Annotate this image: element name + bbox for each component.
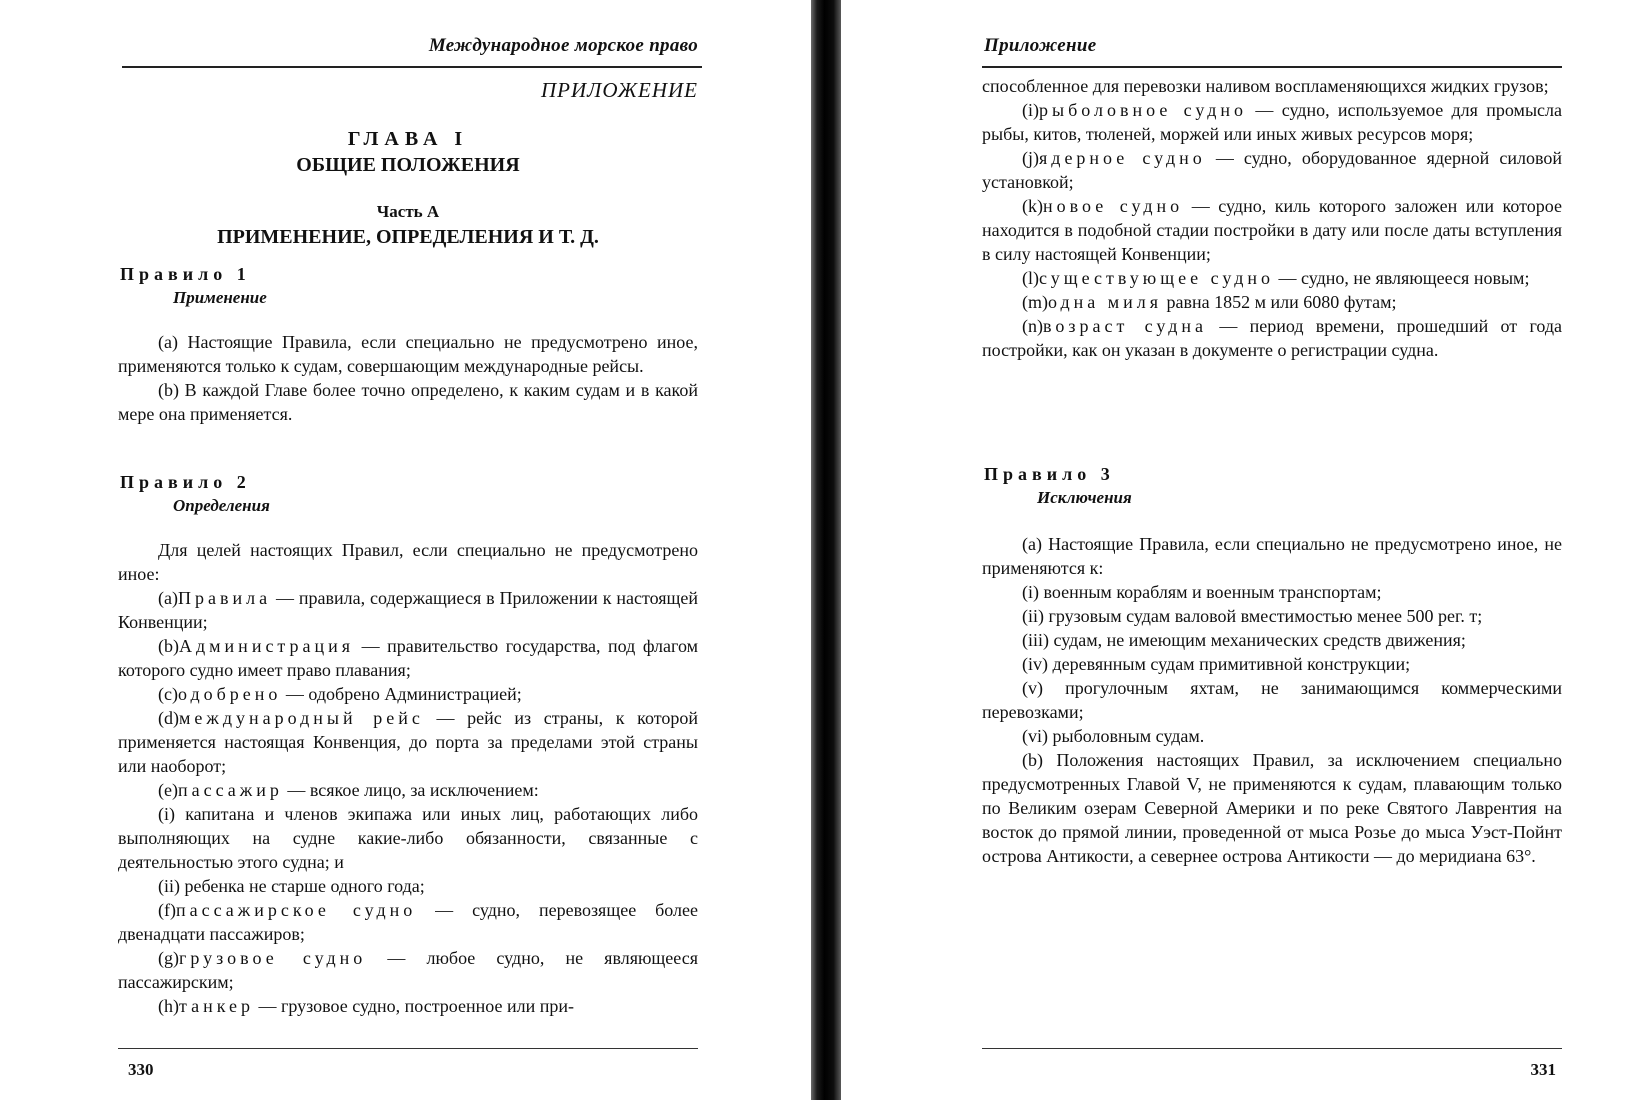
definition-e: (е)пассажир — всякое лицо, за исключением: <box>158 780 539 800</box>
definition-e-i: (i) капитана и членов экипажа или иных лиц, работающих либо выполняющих на судне какие-либо обязанности, связанные с деятельностью этого судна; и <box>118 804 698 872</box>
rule-3-subtitle: Исключения <box>1037 488 1132 507</box>
definition-b: (b)Администрация — правительство государства, под флагом которого судно имеет право плавания; <box>118 636 698 680</box>
rule-2-subtitle: Определения <box>173 496 270 515</box>
definition-f: (f)пассажирское судно — судно, перевозящее более двенадцати пассажиров; <box>118 900 698 944</box>
running-head: Международное морское право <box>428 35 698 56</box>
definition-h: (h)танкер — грузовое судно, построенное или при- <box>158 996 574 1016</box>
rule-3-body <box>982 532 1562 868</box>
exclusion-v: (v) прогулочным яхтам, не занимающимся коммерческими перевозками; <box>982 678 1562 722</box>
rule-1-para-b: (b) В каждой Главе более точно определено, к каким судам и в какой мере она применяется. <box>118 380 698 424</box>
chapter-number: ГЛАВА I <box>347 128 469 150</box>
appendix-title: ПРИЛОЖЕНИЕ <box>541 78 698 102</box>
definition-i: (i)рыболовное судно — судно, используемое для промысла рыбы, китов, тюленей, моржей или иных живых ресурсов моря; <box>982 100 1562 144</box>
right-page <box>982 0 1562 1100</box>
rule-1-para-a: (а) Настоящие Правила, если специально не предусмотрено иное, применяются только к судам, совершающим международные рейсы. <box>118 332 698 376</box>
rule-1-subtitle: Применение <box>173 288 267 307</box>
rule-3-para-b: (b) Положения настоящих Правил, за исключением специально предусмотренных Главой V, не применяются к судам, плавающим только по Великим озерам Северной Америки и по реке Святого Лаврентия на восток до прямой линии, проведенной от мыса Розье до мыса Уэст-Пойнт острова Антикости, а севернее острова Антикости — до меридиана 63°. <box>982 750 1562 866</box>
exclusion-iii: (iii) судам, не имеющим механических средств движения; <box>1022 630 1466 650</box>
definition-a: (а)Правила — правила, содержащиеся в Приложении к настоящей Конвенции; <box>118 588 698 632</box>
definition-n: (n)возраст судна — период времени, прошедший от года постройки, как он указан в документе о регистрации судна. <box>982 316 1563 360</box>
page-number: 331 <box>1530 1060 1556 1079</box>
part-title: ПРИМЕНЕНИЕ, ОПРЕДЕЛЕНИЯ И Т. Д. <box>217 226 599 248</box>
running-head: Приложение <box>984 35 1097 56</box>
rule-2-body <box>118 538 698 1018</box>
rule-3-para-a: (а) Настоящие Правила, если специально не предусмотрено иное, не применяются к: <box>982 534 1562 578</box>
rule-2-heading: Правило 2 <box>120 472 251 492</box>
definition-g: (g)грузовое судно — любое судно, не являющееся пассажирским; <box>118 948 698 992</box>
book-spine <box>811 0 841 1100</box>
definition-l: (l)существующее судно — судно, не являющееся новым; <box>1022 268 1530 288</box>
header-rule <box>982 66 1562 68</box>
rule-1-heading: Правило 1 <box>120 264 251 284</box>
exclusion-i: (i) военным кораблям и военным транспортам; <box>1022 582 1382 602</box>
left-page <box>118 0 698 1100</box>
rule-3-heading: Правило 3 <box>984 464 1115 484</box>
definition-d: (d)международный рейс — рейс из страны, к которой применяется настоящая Конвенция, до порта за пределами этой страны или наоборот; <box>118 708 698 776</box>
exclusion-vi: (vi) рыболовным судам. <box>1022 726 1205 746</box>
header-rule <box>122 66 702 68</box>
definitions-continued <box>982 74 1562 362</box>
definition-m: (m)одна миля равна 1852 м или 6080 футам; <box>1022 292 1397 312</box>
exclusion-iv: (iv) деревянным судам примитивной конструкции; <box>1022 654 1411 674</box>
chapter-title: ОБЩИЕ ПОЛОЖЕНИЯ <box>296 154 520 176</box>
definition-c: (с)одобрено — одобрено Администрацией; <box>158 684 522 704</box>
exclusion-ii: (ii) грузовым судам валовой вместимостью менее 500 рег. т; <box>1022 606 1483 626</box>
page-number: 330 <box>128 1060 154 1079</box>
definition-k: (k)новое судно — судно, киль которого заложен или которое находится в подобной стадии постройки в дату или после даты вступления в силу настоящей Конвенции; <box>982 196 1562 264</box>
rule-2-intro: Для целей настоящих Правил, если специально не предусмотрено иное: <box>118 540 698 584</box>
definition-h-continued: способленное для перевозки наливом воспламеняющихся жидких грузов; <box>982 76 1549 96</box>
definition-e-ii: (ii) ребенка не старше одного года; <box>158 876 425 896</box>
part-number: Часть А <box>376 202 440 221</box>
footer-rule <box>982 1048 1562 1049</box>
footer-rule <box>118 1048 698 1049</box>
definition-j: (j)ядерное судно — судно, оборудованное ядерной силовой установкой; <box>982 148 1562 192</box>
rule-1-body <box>118 330 698 426</box>
